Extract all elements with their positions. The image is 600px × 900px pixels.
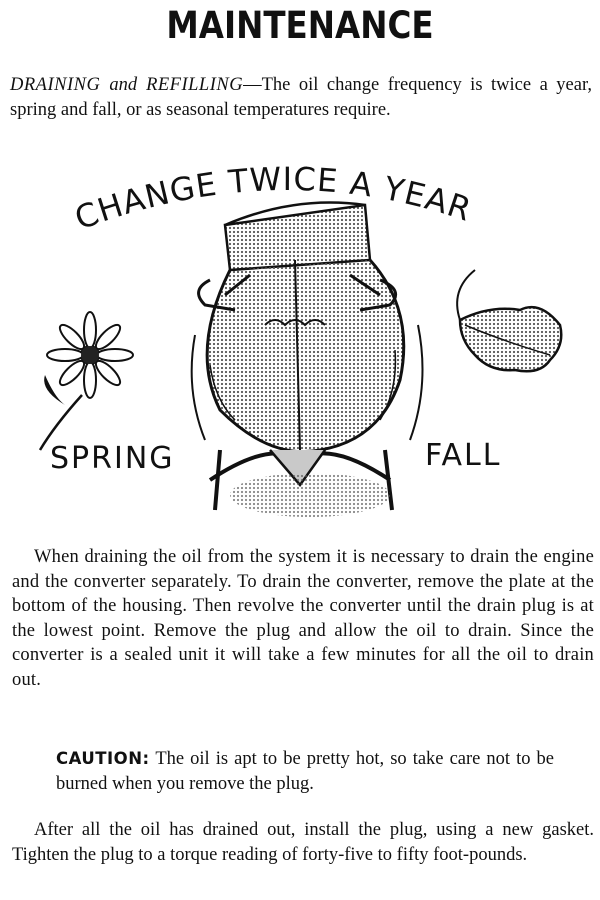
fall-label: FALL xyxy=(425,438,502,473)
banner-text-path: CHANGE TWICE A YEAR xyxy=(69,159,477,238)
body-paragraph-2-text: After all the oil has drained out, install the plug, using a new gasket. Tighten the plug to a torque reading of forty-five to fifty foot-pounds. xyxy=(12,820,594,865)
spring-label: SPRING xyxy=(50,441,175,476)
body-paragraph-2 xyxy=(12,818,594,868)
caution-note xyxy=(56,746,554,797)
intro-lead-and: and xyxy=(109,75,138,95)
page-title: MAINTENANCE xyxy=(166,4,434,47)
body-paragraph-1-text: When draining the oil from the system it is necessary to drain the engine and the converter separately. To drain the converter, remove the plate at the bottom of the housing. Then revolve the converter until the drain plug is at the lowest point. Remove the plug and allow the oil to drain. Since the converter is a sealed unit it will take a few minutes for all the oil to drain out. xyxy=(12,547,594,690)
intro-lead-draining: DRAINING xyxy=(10,75,101,95)
intro-lead-refilling: REFILLING xyxy=(146,75,244,95)
intro-paragraph xyxy=(10,73,592,123)
daisy-flower-icon xyxy=(40,312,133,450)
intro-text: —The oil change frequency is twice a year, spring and fall, or as seasonal temperatures require. xyxy=(10,75,593,120)
mechanic-head xyxy=(199,203,404,452)
mechanic-shoulders xyxy=(210,450,392,517)
caution-label: CAUTION: xyxy=(56,749,150,768)
autumn-leaf-icon xyxy=(457,270,561,371)
two-faced-mechanic-illustration xyxy=(20,150,580,530)
body-paragraph-1 xyxy=(12,545,594,692)
intro-lead xyxy=(10,75,243,95)
caution-text: The oil is apt to be pretty hot, so take care not to be burned when you remove the plug. xyxy=(56,749,554,794)
